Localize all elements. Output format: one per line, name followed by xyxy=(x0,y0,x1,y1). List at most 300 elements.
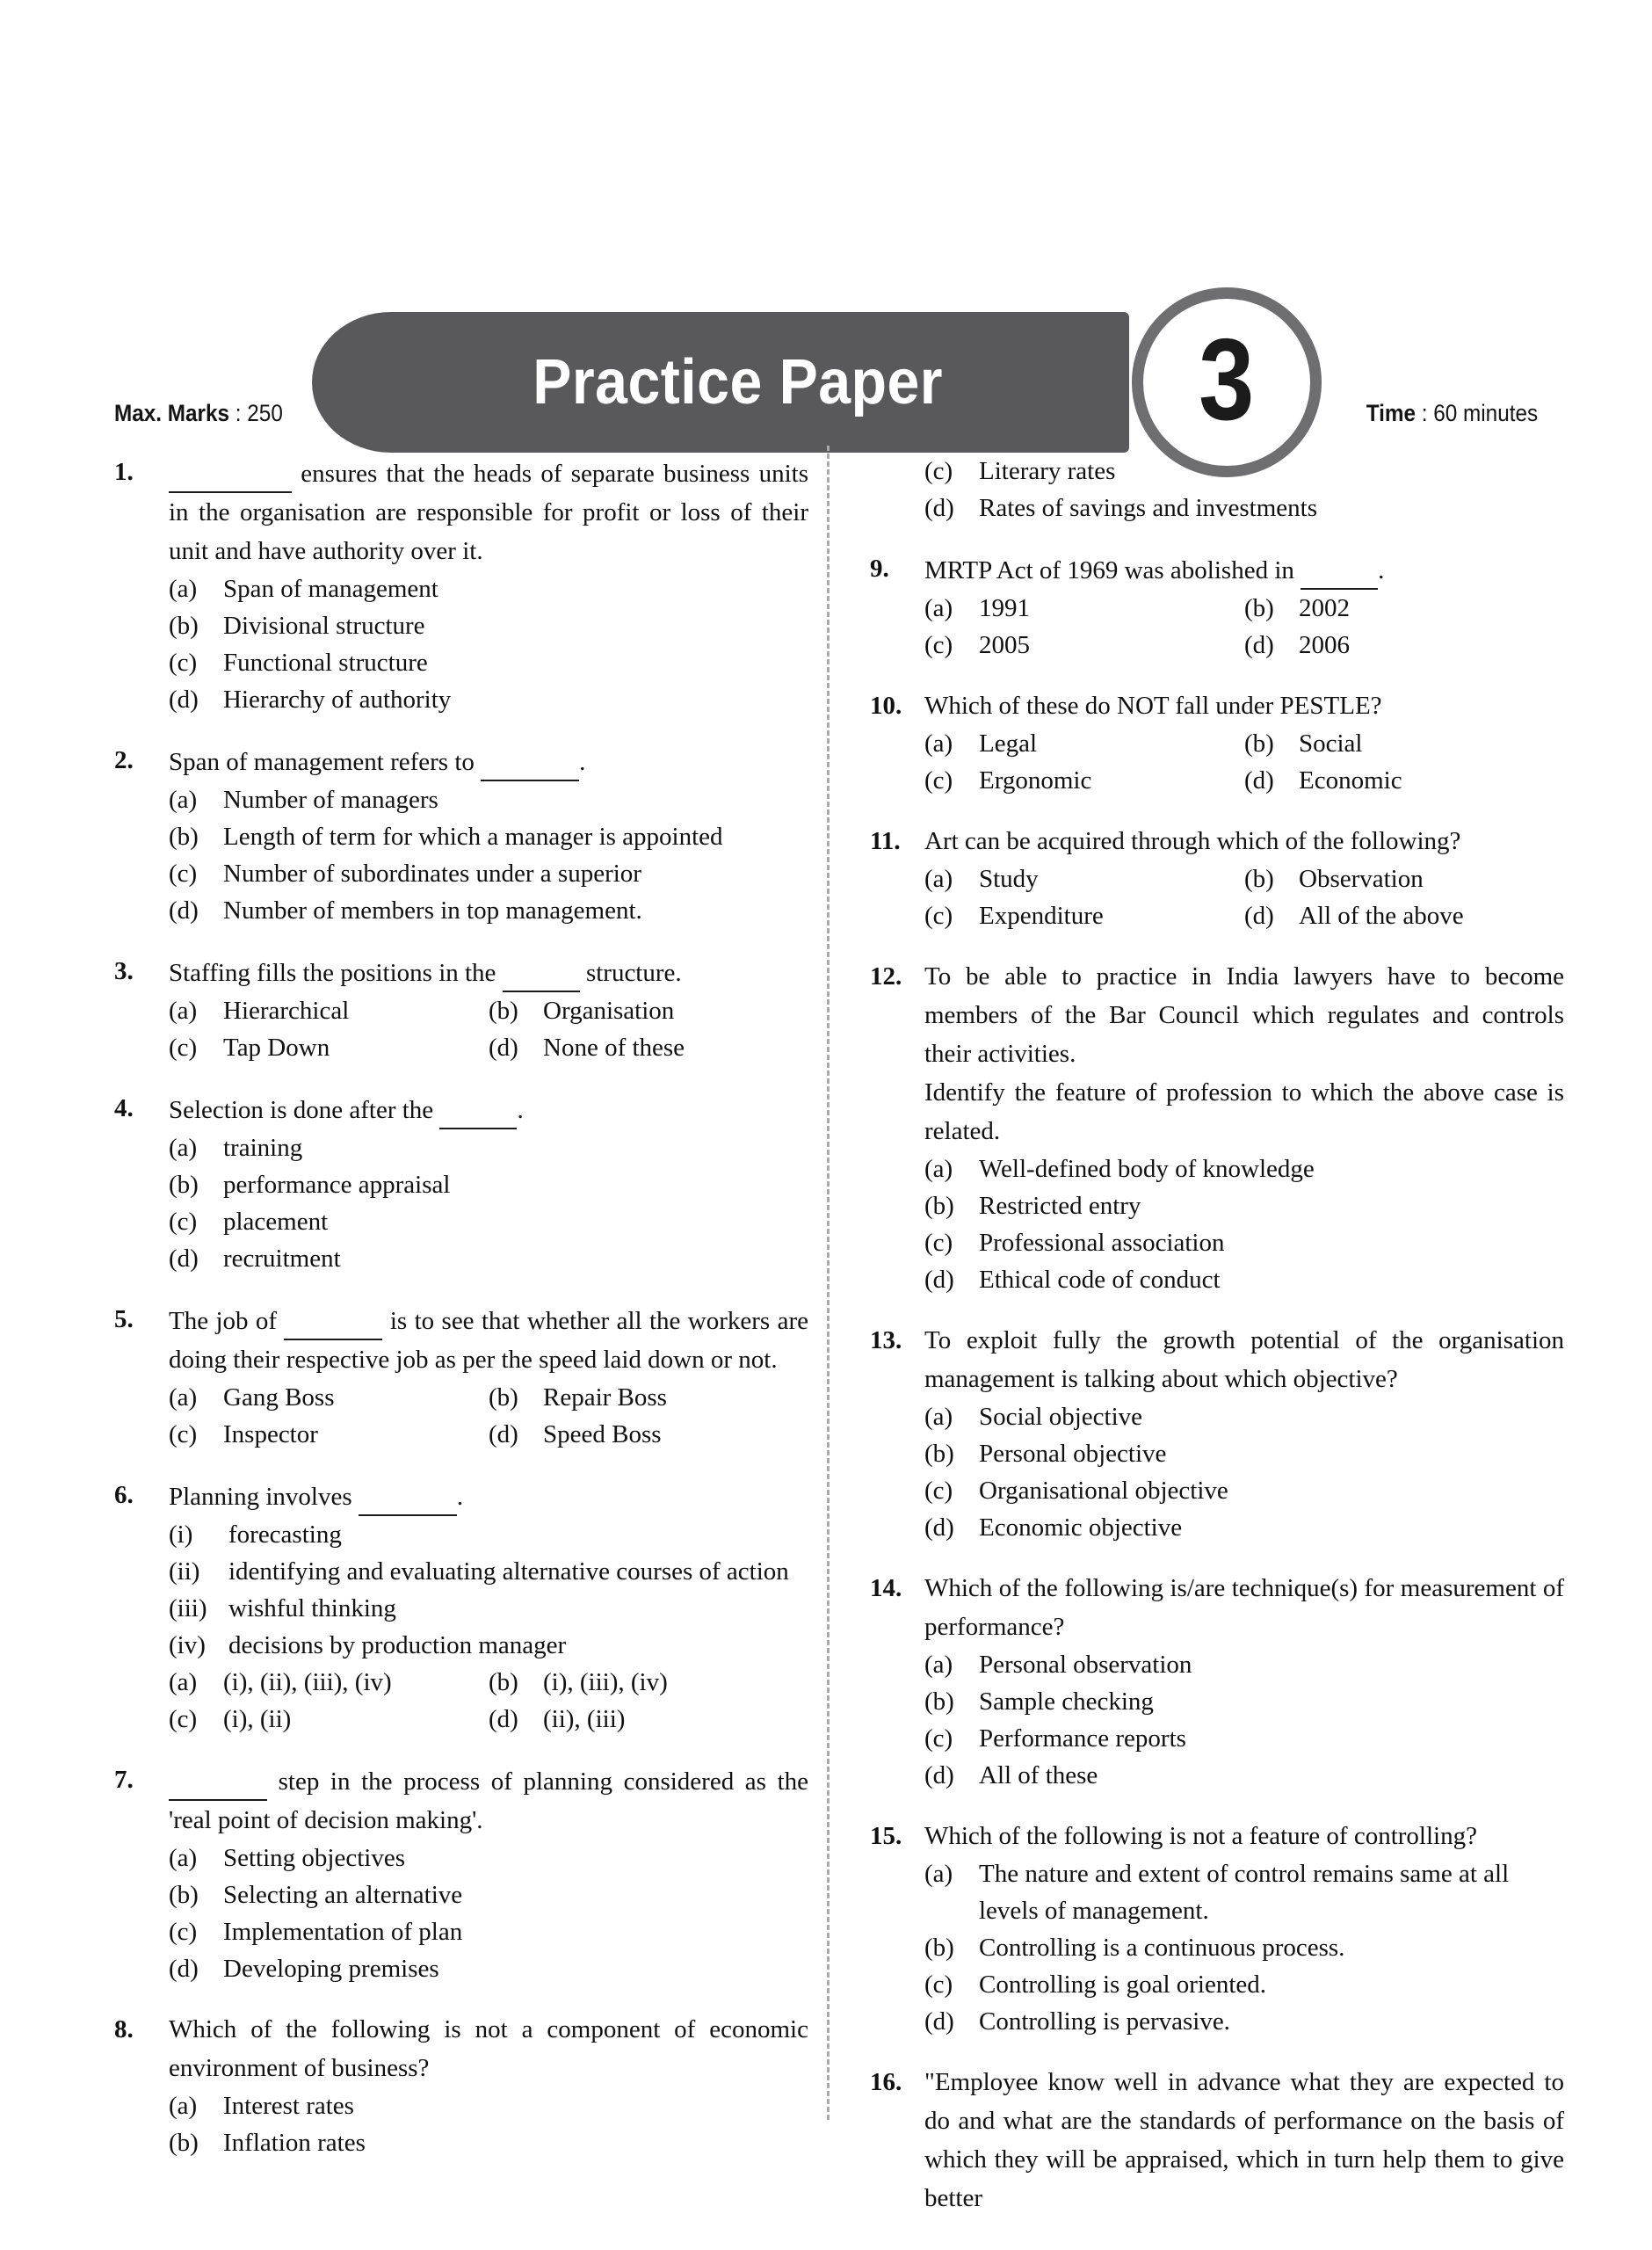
question-number: 12. xyxy=(870,962,902,991)
option-tag: (d) xyxy=(1244,766,1274,795)
question-stem xyxy=(169,1476,808,1516)
time-value: 60 minutes xyxy=(1433,400,1538,426)
option-tag: (c) xyxy=(924,1477,953,1505)
option-row xyxy=(924,590,1564,627)
option-text: The nature and extent of control remains same at all levels of management. xyxy=(979,1860,1510,1925)
question-number: 9. xyxy=(870,555,889,583)
option-text: None of these xyxy=(543,1034,685,1062)
option-tag: (a) xyxy=(924,594,953,622)
fill-in-blank xyxy=(169,1760,267,1801)
question-body xyxy=(114,453,1564,2212)
paper-number-badge xyxy=(1132,287,1322,477)
option-row xyxy=(924,762,1564,799)
option-row xyxy=(169,818,808,855)
option-text: (i), (ii) xyxy=(223,1705,292,1733)
fill-in-blank xyxy=(359,1476,457,1516)
option-tag: (c) xyxy=(169,1918,198,1946)
option-row xyxy=(924,1757,1564,1794)
question-stem-post: is to see that whether all the workers are doing their respective job as per the speed laid down or not. xyxy=(169,1307,808,1374)
option-item[interactable] xyxy=(924,1224,1564,1261)
option-tag: (b) xyxy=(489,1383,518,1412)
option-list xyxy=(169,2087,808,2161)
option-item[interactable] xyxy=(169,992,489,1029)
question-block xyxy=(114,952,808,1066)
question-note: Identify the feature of profession to which the above case is related. xyxy=(924,1078,1564,1145)
option-row xyxy=(924,1150,1564,1187)
question-block xyxy=(870,686,1564,799)
option-text: Inspector xyxy=(223,1420,318,1448)
question-number: 3. xyxy=(114,957,134,985)
roman-sub-item xyxy=(169,1627,808,1664)
option-tag: (d) xyxy=(1244,631,1274,659)
option-item[interactable] xyxy=(169,781,808,818)
option-item[interactable] xyxy=(169,818,808,855)
option-row xyxy=(169,855,808,892)
option-tag: (d) xyxy=(169,896,199,925)
option-text: performance appraisal xyxy=(223,1171,451,1199)
roman-item-tag: (iii) xyxy=(169,1594,207,1622)
question-block xyxy=(114,1476,808,1738)
fill-in-blank xyxy=(1301,549,1378,590)
option-item[interactable] xyxy=(169,644,808,681)
option-row xyxy=(924,1261,1564,1298)
option-item[interactable] xyxy=(169,1913,808,1950)
roman-item-tag: (i) xyxy=(169,1521,193,1549)
option-item[interactable] xyxy=(924,897,1244,934)
option-tag: (b) xyxy=(169,2129,199,2157)
option-text: Repair Boss xyxy=(543,1383,667,1412)
option-tag: (d) xyxy=(489,1420,518,1448)
option-item[interactable] xyxy=(1244,725,1564,762)
option-tag: (d) xyxy=(169,1245,199,1273)
option-tag: (b) xyxy=(169,1881,199,1909)
option-row xyxy=(169,2087,808,2124)
option-list xyxy=(924,1398,1564,1546)
option-item[interactable] xyxy=(169,1129,808,1166)
option-item[interactable] xyxy=(489,1664,808,1701)
option-text: 1991 xyxy=(979,594,1030,622)
option-tag: (b) xyxy=(924,1192,954,1220)
question-stem-post: ensures that the heads of separate business units in the organisation are responsible for profit or loss of their unit and have authority over it. xyxy=(169,460,808,565)
option-text: Developing premises xyxy=(223,1955,439,1983)
option-tag: (a) xyxy=(169,997,198,1025)
option-list xyxy=(169,570,808,718)
option-item[interactable] xyxy=(924,2003,1564,2040)
question-stem-pre: Staffing fills the positions in the xyxy=(169,959,503,987)
question-stem-pre: To exploit fully the growth potential of the organisation management is talking about which objective? xyxy=(924,1326,1564,1393)
roman-sub-item xyxy=(169,1516,808,1553)
option-row xyxy=(924,1720,1564,1757)
option-row xyxy=(924,1855,1564,1929)
question-stem-pre: The job of xyxy=(169,1307,285,1335)
option-item[interactable] xyxy=(924,590,1244,627)
option-text: Functional structure xyxy=(223,649,428,677)
option-text: Inflation rates xyxy=(223,2129,366,2157)
option-row xyxy=(169,2124,808,2161)
option-tag: (d) xyxy=(924,1513,954,1542)
option-row xyxy=(924,1509,1564,1546)
option-row xyxy=(924,1646,1564,1683)
question-stem xyxy=(924,822,1564,860)
option-row xyxy=(924,1966,1564,2003)
option-tag: (d) xyxy=(924,1761,954,1789)
option-text: Gang Boss xyxy=(223,1383,335,1412)
question-block xyxy=(870,822,1564,934)
fill-in-blank xyxy=(439,1089,517,1129)
option-text: Setting objectives xyxy=(223,1844,405,1872)
roman-item-text: wishful thinking xyxy=(228,1594,396,1622)
option-row xyxy=(169,1664,808,1701)
option-item[interactable] xyxy=(169,1166,808,1203)
left-question-column xyxy=(114,453,808,2157)
option-item[interactable] xyxy=(169,681,808,718)
option-tag: (c) xyxy=(169,1705,198,1733)
option-list xyxy=(169,1129,808,1277)
question-stem-post: structure. xyxy=(579,959,682,987)
option-item[interactable] xyxy=(169,1701,489,1738)
question-number: 4. xyxy=(114,1094,134,1122)
option-text: Hierarchy of authority xyxy=(223,686,452,714)
option-tag: (c) xyxy=(924,631,953,659)
option-item[interactable] xyxy=(169,1029,489,1066)
option-text: Rates of savings and investments xyxy=(979,494,1318,522)
option-tag: (c) xyxy=(169,1034,198,1062)
option-row xyxy=(169,1840,808,1876)
option-item[interactable] xyxy=(489,1029,808,1066)
question-number: 7. xyxy=(114,1766,134,1794)
option-tag: (d) xyxy=(924,2007,954,2036)
question-stem xyxy=(924,2063,1564,2217)
option-text: Interest rates xyxy=(223,2092,354,2120)
option-item[interactable] xyxy=(169,1240,808,1277)
option-tag: (c) xyxy=(169,1208,198,1236)
banner-title: Practice Paper xyxy=(533,347,944,417)
option-row xyxy=(924,1187,1564,1224)
option-tag: (b) xyxy=(1244,594,1274,622)
max-marks-label: Max. Marks xyxy=(114,400,230,426)
option-text: Study xyxy=(979,865,1039,893)
option-item[interactable] xyxy=(924,725,1244,762)
time-label: Time xyxy=(1366,400,1416,426)
option-tag: (b) xyxy=(924,1688,954,1716)
option-row xyxy=(169,1029,808,1066)
option-item[interactable] xyxy=(169,1664,489,1701)
option-row xyxy=(169,1701,808,1738)
option-item[interactable] xyxy=(924,1966,1564,2003)
option-row xyxy=(169,1203,808,1240)
question-stem xyxy=(924,957,1564,1073)
option-tag: (a) xyxy=(924,1860,953,1888)
option-item[interactable] xyxy=(924,627,1244,664)
question-stem-post: . xyxy=(1378,556,1385,584)
option-text: Ethical code of conduct xyxy=(979,1266,1221,1294)
option-row xyxy=(169,1876,808,1913)
time-allowed xyxy=(1366,400,1538,427)
fill-in-blank xyxy=(169,453,292,493)
option-text: (i), (ii), (iii), (iv) xyxy=(223,1668,392,1696)
option-item[interactable] xyxy=(1244,627,1564,664)
question-stem-pre: Which of the following is not a feature of controlling? xyxy=(924,1822,1477,1850)
question-stem-pre: To be able to practice in India lawyers have to become members of the Bar Council which regulates and controls their activities. xyxy=(924,962,1564,1068)
option-item[interactable] xyxy=(169,1950,808,1987)
option-tag: (d) xyxy=(924,494,954,522)
option-item[interactable] xyxy=(169,1416,489,1453)
option-tag: (c) xyxy=(924,457,953,485)
option-item[interactable] xyxy=(169,1876,808,1913)
option-text: placement xyxy=(223,1208,329,1236)
option-item[interactable] xyxy=(924,1509,1564,1546)
option-text: (ii), (iii) xyxy=(543,1705,626,1733)
option-text: Restricted entry xyxy=(979,1192,1141,1220)
option-list xyxy=(169,1379,808,1453)
option-text: Length of term for which a manager is appointed xyxy=(223,823,723,851)
option-tag: (d) xyxy=(169,686,199,714)
option-tag: (c) xyxy=(169,649,198,677)
question-stem xyxy=(169,2010,808,2087)
option-item[interactable] xyxy=(924,1683,1564,1720)
option-tag: (b) xyxy=(1244,729,1274,758)
option-item[interactable] xyxy=(169,2087,808,2124)
option-text: Social objective xyxy=(979,1403,1143,1431)
question-stem-pre: Planning involves xyxy=(169,1483,359,1511)
option-item[interactable] xyxy=(169,1840,808,1876)
option-item[interactable] xyxy=(489,1379,808,1416)
option-row xyxy=(169,1416,808,1453)
time-separator: : xyxy=(1415,400,1434,426)
option-tag: (b) xyxy=(489,1668,518,1696)
option-item[interactable] xyxy=(924,1472,1564,1509)
option-tag: (b) xyxy=(924,1440,954,1468)
option-row xyxy=(924,860,1564,897)
question-block xyxy=(114,741,808,929)
question-stem-post: . xyxy=(517,1096,524,1124)
option-tag: (c) xyxy=(924,1724,953,1753)
option-item[interactable] xyxy=(1244,897,1564,934)
question-number: 11. xyxy=(870,827,901,855)
option-text: Span of management xyxy=(223,575,438,603)
option-item[interactable] xyxy=(1244,590,1564,627)
option-item[interactable] xyxy=(924,1187,1564,1224)
option-tag: (b) xyxy=(489,997,518,1025)
option-item[interactable] xyxy=(924,1646,1564,1683)
option-row xyxy=(169,1379,808,1416)
option-list xyxy=(169,992,808,1066)
question-stem xyxy=(169,741,808,781)
option-tag: (c) xyxy=(924,1229,953,1257)
option-item[interactable] xyxy=(169,1379,489,1416)
option-item[interactable] xyxy=(924,1261,1564,1298)
option-item[interactable] xyxy=(489,1701,808,1738)
option-row xyxy=(924,1683,1564,1720)
question-block xyxy=(114,2010,808,2161)
question-stem xyxy=(924,1817,1564,1855)
option-item[interactable] xyxy=(924,1720,1564,1757)
option-list xyxy=(924,860,1564,934)
option-list xyxy=(924,1150,1564,1298)
question-block xyxy=(870,957,1564,1298)
question-block xyxy=(114,453,808,718)
option-list xyxy=(924,725,1564,799)
question-stem xyxy=(924,1569,1564,1646)
option-text: Tap Down xyxy=(223,1034,330,1062)
option-row xyxy=(169,992,808,1029)
option-item[interactable] xyxy=(169,2124,808,2161)
option-text: recruitment xyxy=(223,1245,341,1273)
option-item[interactable] xyxy=(1244,762,1564,799)
option-item[interactable] xyxy=(489,992,808,1029)
question-number: 8. xyxy=(114,2015,134,2043)
practice-paper-banner xyxy=(312,312,1129,453)
option-text: Selecting an alternative xyxy=(223,1881,463,1909)
option-row xyxy=(924,897,1564,934)
option-row xyxy=(924,1224,1564,1261)
paper-number-text: 3 xyxy=(1199,315,1255,444)
roman-item-text: identifying and evaluating alternative courses of action xyxy=(228,1557,789,1586)
option-text: Legal xyxy=(979,729,1038,758)
question-stem xyxy=(169,1760,808,1840)
option-item[interactable] xyxy=(169,892,808,929)
option-tag: (b) xyxy=(169,1171,199,1199)
option-item[interactable] xyxy=(169,855,808,892)
question-block xyxy=(114,1300,808,1453)
option-item[interactable] xyxy=(924,1435,1564,1472)
option-text: Organisation xyxy=(543,997,675,1025)
option-text: Performance reports xyxy=(979,1724,1186,1753)
roman-item-text: decisions by production manager xyxy=(228,1631,567,1659)
question-block xyxy=(114,1760,808,1987)
question-stem-pre: MRTP Act of 1969 was abolished in xyxy=(924,556,1301,584)
option-row xyxy=(924,627,1564,664)
question-stem-pre: Selection is done after the xyxy=(169,1096,440,1124)
option-tag: (a) xyxy=(924,1403,953,1431)
option-item[interactable] xyxy=(924,1398,1564,1435)
question-stem-pre: Which of the following is not a component of economic environment of business? xyxy=(169,2015,808,2082)
option-item[interactable] xyxy=(169,607,808,644)
option-text: Number of subordinates under a superior xyxy=(223,860,641,888)
option-text: training xyxy=(223,1134,303,1162)
option-item[interactable] xyxy=(924,1757,1564,1794)
roman-sub-list xyxy=(169,1516,808,1664)
option-item[interactable] xyxy=(924,1929,1564,1966)
question-stem-pre: Which of these do NOT fall under PESTLE? xyxy=(924,692,1382,720)
exam-meta-row xyxy=(114,400,1538,427)
option-tag: (c) xyxy=(169,1420,198,1448)
option-tag: (d) xyxy=(489,1705,518,1733)
question-stem-pre: Which of the following is/are technique(s) for measurement of performance? xyxy=(924,1574,1564,1641)
max-marks-separator: : xyxy=(229,400,248,426)
option-item[interactable] xyxy=(924,762,1244,799)
right-question-column xyxy=(870,453,1564,2212)
question-stem-pre: Art can be acquired through which of the following? xyxy=(924,827,1461,855)
option-tag: (a) xyxy=(169,1668,198,1696)
option-tag: (d) xyxy=(169,1955,199,1983)
option-text: Personal objective xyxy=(979,1440,1167,1468)
option-text: Economic xyxy=(1299,766,1402,795)
question-stem xyxy=(169,952,808,992)
option-row xyxy=(169,1913,808,1950)
option-tag: (a) xyxy=(924,865,953,893)
roman-item-tag: (ii) xyxy=(169,1557,200,1586)
option-tag: (a) xyxy=(169,575,198,603)
option-tag: (b) xyxy=(1244,865,1274,893)
question-number: 15. xyxy=(870,1822,902,1850)
roman-item-body xyxy=(169,1627,808,1664)
option-row xyxy=(924,1435,1564,1472)
option-item[interactable] xyxy=(924,1855,1564,1929)
option-item[interactable] xyxy=(924,860,1244,897)
question-number: 1. xyxy=(114,458,134,486)
option-text: Professional association xyxy=(979,1229,1225,1257)
option-row xyxy=(169,1240,808,1277)
option-tag: (c) xyxy=(924,1971,953,1999)
option-row xyxy=(169,570,808,607)
question-stem xyxy=(924,549,1564,590)
option-text: Controlling is a continuous process. xyxy=(979,1934,1345,1962)
option-text: Literary rates xyxy=(979,457,1116,485)
option-tag: (c) xyxy=(924,902,953,930)
option-row xyxy=(924,725,1564,762)
option-tag: (a) xyxy=(924,729,953,758)
option-list xyxy=(169,1664,808,1738)
option-item[interactable] xyxy=(169,570,808,607)
option-item[interactable] xyxy=(1244,860,1564,897)
question-number: 14. xyxy=(870,1574,902,1602)
option-list xyxy=(924,1855,1564,2040)
roman-sub-item xyxy=(169,1553,808,1590)
option-row xyxy=(169,607,808,644)
question-number: 16. xyxy=(870,2068,902,2096)
question-number: 13. xyxy=(870,1326,902,1354)
option-item[interactable] xyxy=(924,1150,1564,1187)
option-row xyxy=(169,681,808,718)
option-tag: (a) xyxy=(169,1134,198,1162)
roman-item-tag: (iv) xyxy=(169,1631,206,1659)
option-row xyxy=(924,1472,1564,1509)
option-text: All of these xyxy=(979,1761,1098,1789)
option-list xyxy=(924,1646,1564,1794)
option-text: Number of members in top management. xyxy=(223,896,642,925)
roman-item-body xyxy=(169,1553,808,1590)
option-item[interactable] xyxy=(169,1203,808,1240)
option-text: 2002 xyxy=(1299,594,1350,622)
fill-in-blank xyxy=(481,741,579,781)
option-row xyxy=(924,490,1564,526)
fill-in-blank xyxy=(503,952,580,992)
option-list xyxy=(169,781,808,929)
question-stem-post: step in the process of planning considered as the 'real point of decision making'. xyxy=(169,1767,808,1834)
option-text: Social xyxy=(1299,729,1363,758)
option-item[interactable] xyxy=(489,1416,808,1453)
option-text: Ergonomic xyxy=(979,766,1092,795)
option-text: Controlling is pervasive. xyxy=(979,2007,1230,2036)
option-row xyxy=(169,892,808,929)
option-tag: (d) xyxy=(489,1034,518,1062)
option-tag: (a) xyxy=(169,1844,198,1872)
option-text: Divisional structure xyxy=(223,612,425,640)
option-tag: (a) xyxy=(169,2092,198,2120)
option-list xyxy=(924,590,1564,664)
option-text: Observation xyxy=(1299,865,1424,893)
question-stem xyxy=(924,1321,1564,1398)
option-text: Sample checking xyxy=(979,1688,1154,1716)
option-text: Controlling is goal oriented. xyxy=(979,1971,1267,1999)
option-tag: (b) xyxy=(169,823,199,851)
question-block xyxy=(870,1569,1564,1794)
option-text: (i), (iii), (iv) xyxy=(543,1668,668,1696)
option-item[interactable] xyxy=(924,490,1564,526)
option-tag: (a) xyxy=(924,1651,953,1679)
question-number: 10. xyxy=(870,692,902,720)
